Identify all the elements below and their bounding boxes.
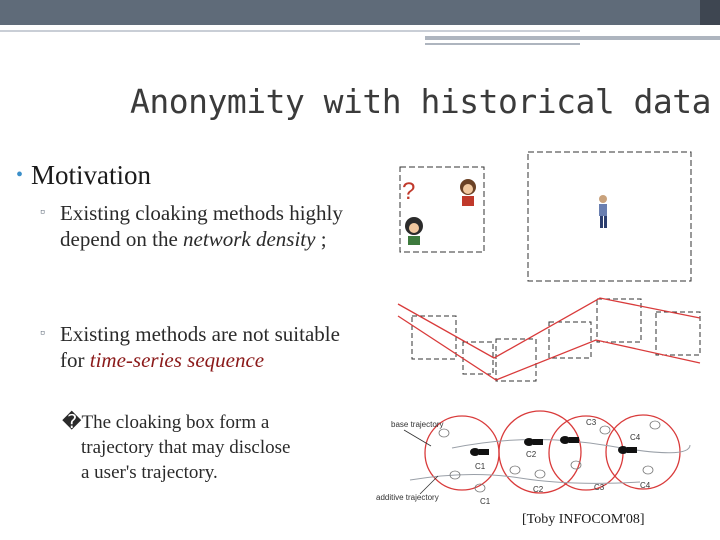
bullet-dot-icon: • (16, 164, 24, 186)
sub-sub-bullet-line-1: The cloaking box form a (81, 412, 270, 433)
square-bullet-icon: ▫ (40, 205, 45, 220)
question-mark: ? (402, 178, 416, 205)
sub-bullet-1-emphasis: network density (183, 227, 316, 251)
person-icon (599, 195, 607, 228)
sub-sub-bullet-line-3: a user's trajectory. (81, 462, 218, 483)
node-label: C2 (533, 485, 544, 494)
base-trajectory-label: base trajectory (391, 420, 444, 429)
node-label: C2 (526, 450, 537, 459)
sub-sub-bullet-line-2: trajectory that may disclose (81, 437, 291, 458)
cloak-box-trajectory (398, 298, 700, 381)
trajectory-diagram (376, 411, 690, 506)
person-icon (405, 217, 423, 245)
node-label: C4 (630, 433, 641, 442)
bullet-motivation-label: Motivation (31, 160, 152, 190)
person-icon (460, 179, 476, 206)
node-label: C3 (594, 483, 605, 492)
node-label: C3 (586, 418, 597, 427)
node-label: C4 (640, 481, 651, 490)
node-label: C1 (480, 497, 491, 506)
slide-title: Anonymity with historical data (130, 82, 712, 121)
square-bullet-icon: ▫ (40, 326, 45, 341)
sub-bullet-1-text: Existing cloaking methods highly depend on the (60, 201, 343, 251)
large-cloak-box (528, 152, 691, 281)
sub-bullet-2-emphasis: time-series sequence (89, 348, 265, 372)
node-label: C1 (475, 462, 486, 471)
citation: [Toby INFOCOM'08] (522, 512, 645, 527)
sub-bullet-1-tail: ; (315, 227, 327, 251)
additive-trajectory-label: additive trajectory (376, 493, 439, 502)
missing-glyph-icon: � (62, 412, 82, 433)
sub-bullet-2-text: Existing methods are not suitable for (60, 322, 340, 372)
